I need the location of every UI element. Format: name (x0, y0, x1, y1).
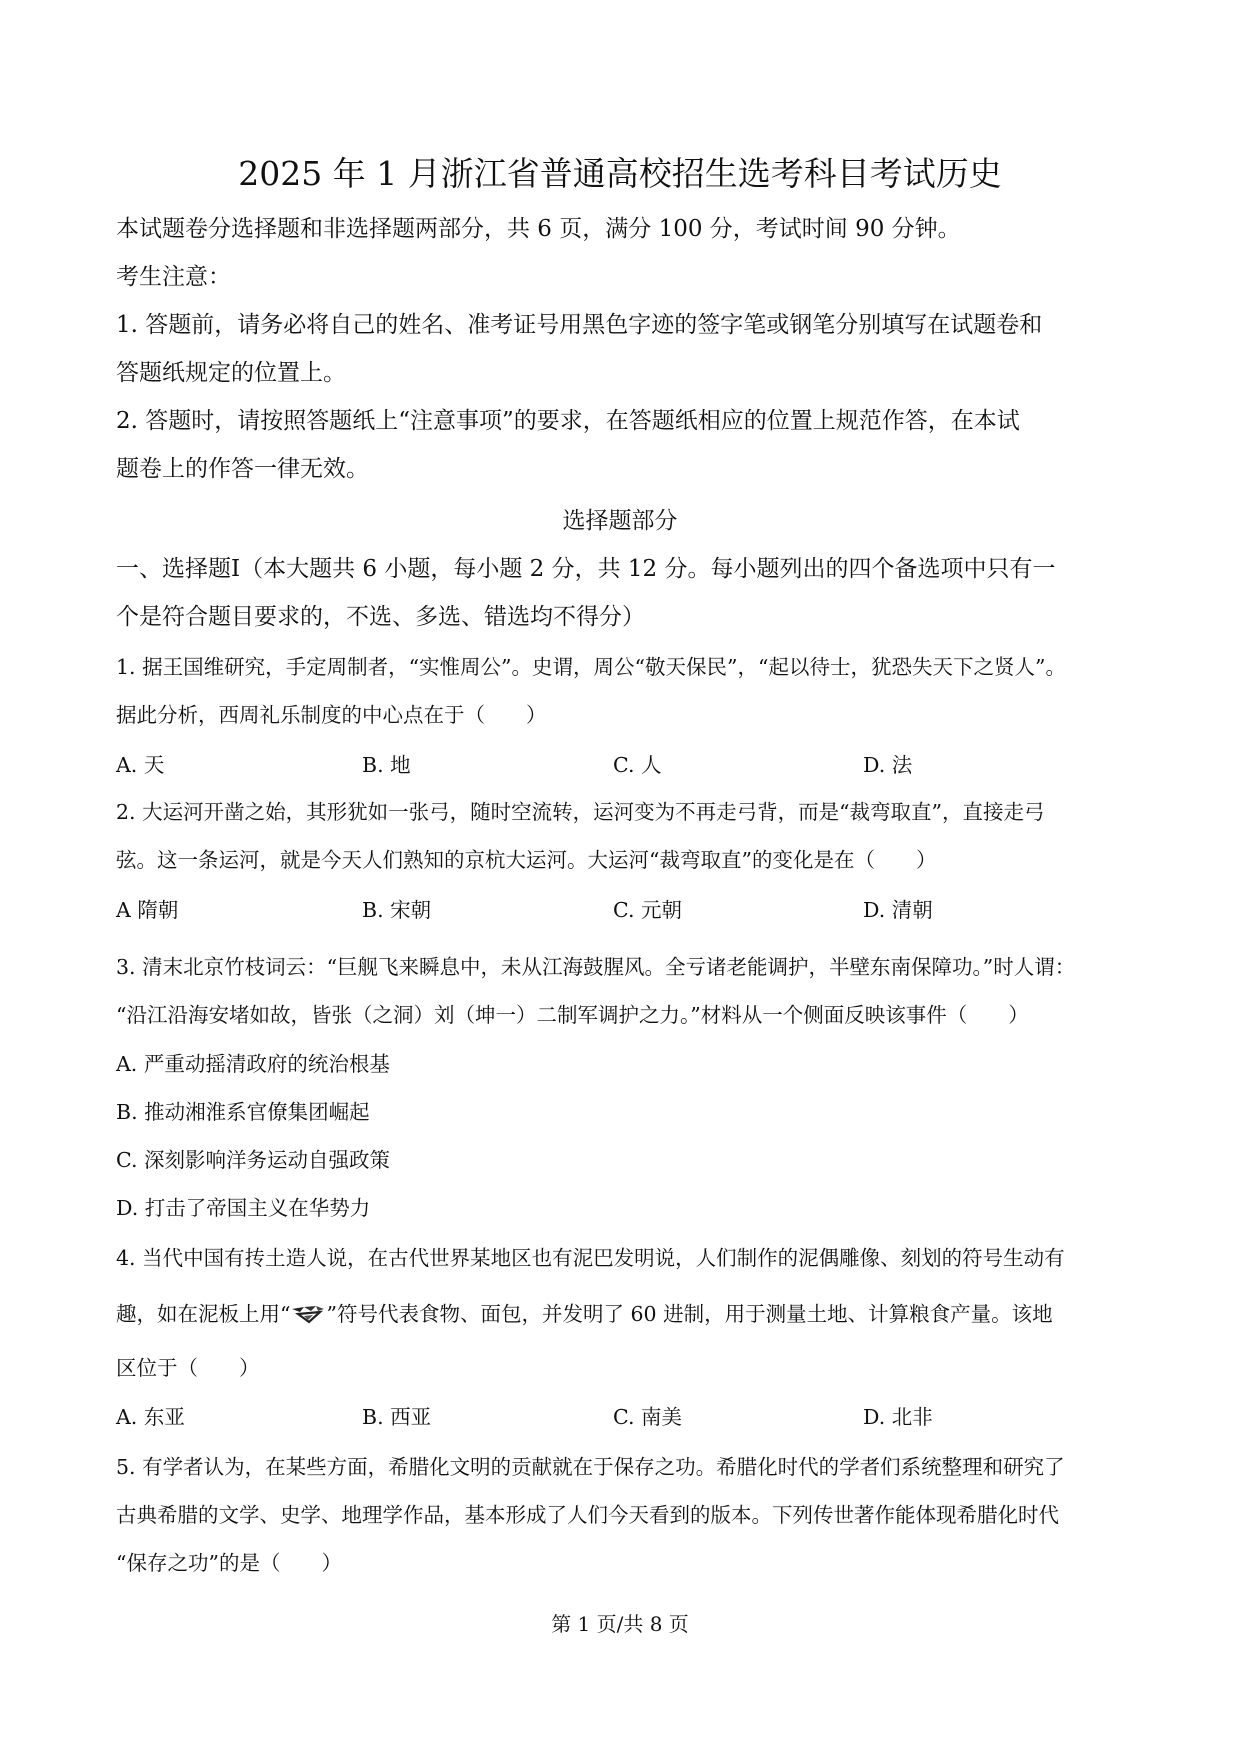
question-4-option-c[interactable]: C. 南美 (613, 1405, 682, 1429)
question-2-option-d[interactable]: D. 清朝 (863, 898, 933, 922)
question-4-line-2-start: 趣，如在泥板上用“ (116, 1302, 291, 1326)
question-3-option-c[interactable]: C. 深刻影响洋务运动自强政策 (116, 1148, 390, 1172)
exam-title: 2025 年 1 月浙江省普通高校招生选考科目考试历史 (238, 154, 1002, 193)
question-1-option-b[interactable]: B. 地 (362, 753, 411, 777)
part1-heading-line-1: 一、选择题Ⅰ（本大题共 6 小题，每小题 2 分，共 12 分。每小题列出的四个备选项中只有一 (116, 556, 1056, 582)
question-2-option-c[interactable]: C. 元朝 (613, 898, 682, 922)
question-3-option-d[interactable]: D. 打击了帝国主义在华势力 (116, 1196, 371, 1220)
question-5-line-3: “保存之功”的是（ ） (116, 1551, 342, 1575)
notice-2-line-1: 2. 答题时，请按照答题纸上“注意事项”的要求，在答题纸相应的位置上规范作答，在本试 (116, 408, 1020, 434)
question-4-option-b[interactable]: B. 西亚 (362, 1405, 432, 1429)
question-4-option-d[interactable]: D. 北非 (863, 1405, 933, 1429)
question-1-option-c[interactable]: C. 人 (613, 753, 662, 777)
question-4-line-2 (116, 1297, 1053, 1327)
question-2-line-2: 弦。这一条运河，就是今天人们熟知的京杭大运河。大运河“裁弯取直”的变化是在（ ） (116, 848, 937, 872)
question-3-line-2: “沿江沿海安堵如故，皆张（之洞）刘（坤一）二制军调护之力。”材料从一个侧面反映该事件（ ） (116, 1003, 1029, 1027)
question-2-line-1: 2. 大运河开凿之始，其形犹如一张弓，随时空流转，运河变为不再走弓背，而是“裁弯取直”，直接走弓 (116, 800, 1045, 824)
question-1-line-2: 据此分析，西周礼乐制度的中心点在于（ ） (116, 703, 547, 727)
question-5-line-2: 古典希腊的文学、史学、地理学作品，基本形成了人们今天看到的版本。下列传世著作能体现希腊化时代 (116, 1503, 1059, 1527)
question-3-option-b[interactable]: B. 推动湘淮系官僚集团崛起 (116, 1100, 370, 1124)
question-4-line-1: 4. 当代中国有抟土造人说，在古代世界某地区也有泥巴发明说，人们制作的泥偶雕像、刻划的符号生动有 (116, 1246, 1065, 1270)
notice-1-line-2: 答题纸规定的位置上。 (116, 360, 346, 386)
notice-2-line-2: 题卷上的作答一律无效。 (116, 456, 369, 482)
question-4-line-2-end: ”符号代表食物、面包，并发明了 60 进制，用于测量土地、计算粮食产量。该地 (326, 1302, 1053, 1326)
question-3-option-a[interactable]: A. 严重动摇清政府的统治根基 (116, 1052, 390, 1076)
question-5-line-1: 5. 有学者认为，在某些方面，希腊化文明的贡献就在于保存之功。希腊化时代的学者们系统整理和研究了 (116, 1455, 1065, 1479)
page-footer: 第 1 页/共 8 页 (551, 1612, 689, 1636)
part1-heading-line-2: 个是符合题目要求的，不选、多选、错选均不得分） (116, 604, 645, 630)
section-title: 选择题部分 (562, 508, 678, 534)
exam-intro: 本试题卷分选择题和非选择题两部分，共 6 页，满分 100 分，考试时间 90 分钟。 (116, 216, 961, 242)
question-4-line-3: 区位于（ ） (116, 1356, 260, 1380)
notice-heading: 考生注意： (116, 264, 231, 290)
question-1-option-a[interactable]: A. 天 (116, 753, 165, 777)
question-1-option-d[interactable]: D. 法 (863, 753, 913, 777)
question-3-line-1: 3. 清末北京竹枝词云：“巨舰飞来瞬息中，未从江海鼓腥风。全亏诸老能调护，半壁东南保障功。”时人谓： (116, 955, 1076, 979)
notice-1-line-1: 1. 答题前，请务必将自己的姓名、准考证号用黑色字迹的签字笔或钢笔分别填写在试题卷和 (116, 312, 1043, 338)
question-1-line-1: 1. 据王国维研究，手定周制者，“实惟周公”。史谓，周公“敬天保民”，“起以待士，犹恐失天下之贤人”。 (116, 655, 1066, 679)
cuneiform-sign-icon (290, 1303, 326, 1325)
question-4-option-a[interactable]: A. 东亚 (116, 1405, 185, 1429)
question-2-option-a[interactable]: A 隋朝 (116, 898, 179, 922)
question-2-option-b[interactable]: B. 宋朝 (362, 898, 432, 922)
